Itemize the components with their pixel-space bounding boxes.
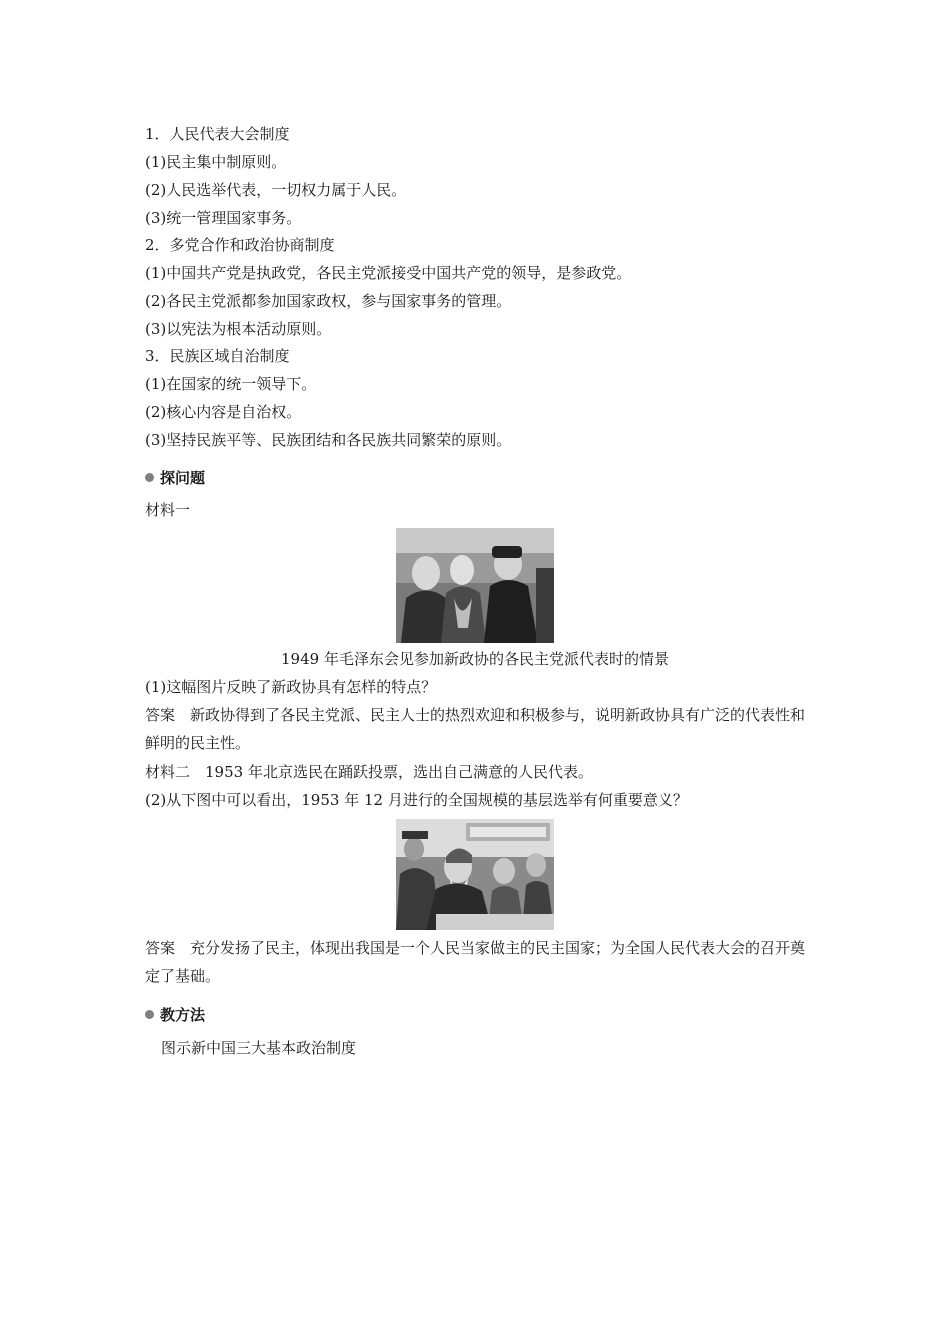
section3-title: 3．民族区域自治制度 [145,347,290,365]
explore-heading-label: 探问题 [160,469,206,487]
question-1: (1)这幅图片反映了新政协具有怎样的特点？ [145,678,437,696]
photo1-caption: 1949 年毛泽东会见参加新政协的各民主党派代表时的情景 [281,650,669,668]
method-text: 图示新中国三大基本政治制度 [161,1039,357,1057]
section1-item-3: (3)统一管理国家事务。 [145,209,302,227]
question-2: (2)从下图中可以看出，1953 年 12 月进行的全国规模的基层选举有何重要意义？ [145,791,688,809]
photo-mao-meeting-delegates [396,528,554,643]
section2-item-3: (3)以宪法为根本活动原则。 [145,320,332,338]
material1-label: 材料一 [145,501,191,519]
photo-beijing-voters-1953 [396,819,554,930]
answer-1: 答案 新政协得到了各民主党派、民主人士的热烈欢迎和积极参与，说明新政协具有广泛的代表性和鲜明的民主性。 [145,706,806,752]
section3-item-1: (1)在国家的统一领导下。 [145,375,317,393]
section1-item-1: (1)民主集中制原则。 [145,153,287,171]
section1-item-2: (2)人民选举代表，一切权力属于人民。 [145,181,407,199]
bullet-dot-icon [145,473,154,482]
section2-item-2: (2)各民主党派都参加国家政权，参与国家事务的管理。 [145,292,512,310]
section3-item-3: (3)坚持民族平等、民族团结和各民族共同繁荣的原则。 [145,431,512,449]
bullet-dot-icon [145,1010,154,1019]
section2-item-1: (1)中国共产党是执政党，各民主党派接受中国共产党的领导，是参政党。 [145,264,632,282]
section1-title: 1．人民代表大会制度 [145,125,290,143]
section3-item-2: (2)核心内容是自治权。 [145,403,302,421]
explore-heading [145,467,205,488]
method-heading [145,1004,205,1025]
section2-title: 2．多党合作和政治协商制度 [145,236,335,254]
material2-text: 材料二 1953 年北京选民在踊跃投票，选出自己满意的人民代表。 [145,763,593,781]
method-heading-label: 教方法 [160,1006,206,1024]
answer-2: 答案 充分发扬了民主，体现出我国是一个人民当家做主的民主国家；为全国人民代表大会的召开奠定了基础。 [145,939,806,985]
